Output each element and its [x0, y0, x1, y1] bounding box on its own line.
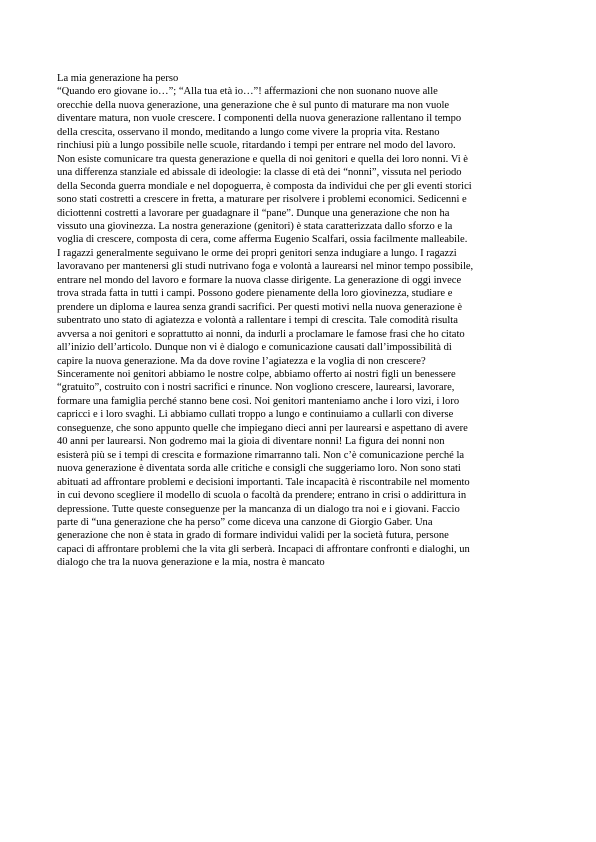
- body-text-line: voglia di crescere, composta di cera, come afferma Eugenio Scalfari, ossia facilmente malleabile.: [57, 234, 468, 246]
- body-text-line: abituati ad affrontare problemi e decisioni importanti. Tale incapacità è riscontrabile nel momento: [57, 476, 470, 488]
- body-text-line: della Seconda guerra mondiale e nel dopoguerra, è composta da individui che per gli eventi storici: [57, 180, 472, 192]
- body-text-line: rinchiusi più a lungo possibile nelle scuole, ritardando i tempi per entrare nel modo del lavoro.: [57, 140, 456, 152]
- body-text-line: subentrato uno stato di agiatezza e volontà a rallentare i tempi di crescita. Tale comodità risulta: [57, 315, 458, 327]
- body-text-line: capaci di affrontare problemi che la vita gli serberà. Incapaci di affrontare confronti e dialoghi, un: [57, 543, 470, 555]
- body-text-line: esisterà più se i tempi di crescita e formazione rimarranno tali. Non c’è comunicazione perché la: [57, 449, 465, 461]
- body-text-line: all’inizio dell’articolo. Dunque non vi è dialogo e comunicazione causati dall’impossibilità di: [57, 342, 452, 354]
- body-text-line: capire la nuova generazione. Ma da dove rovine l’agiatezza e la voglia di non crescere?: [57, 355, 426, 367]
- body-text-line: diventare matura, non vuole crescere. I componenti della nuova generazione rallentano il tempo: [57, 113, 462, 125]
- document-page: [57, 72, 533, 570]
- body-text-line: della crescita, osservano il mondo, meditando a lungo come vivere la propria vita. Restano: [57, 126, 440, 138]
- body-text-line: “gratuito”, costruito con i nostri sacrifici e rinunce. Non vogliono crescere, laurearsi, lavorare,: [57, 382, 455, 394]
- body-text-line: sono stati costretti a crescere in fretta, a maturare per risolvere i problemi economici. Sedicenni e: [57, 194, 467, 206]
- body-text-line: depressione. Tutte queste conseguenze per la mancanza di un dialogo tra noi e i giovani. Faccio: [57, 503, 460, 515]
- body-text-line: trova strada fatta in tutti i campi. Possono godere pienamente della loro giovinezza, studiare e: [57, 288, 453, 300]
- body-text-line: 40 anni per laurearsi. Non godremo mai la gioia di diventare nonni! La figura dei nonni non: [57, 436, 445, 448]
- body-text-line: conseguenze, che sono appunto quelle che impiegano dieci anni per laurearsi e aspettano di avere: [57, 422, 468, 434]
- body-text-line: I ragazzi generalmente seguivano le orme dei propri genitori senza indugiare a lungo. I ragazzi: [57, 247, 457, 259]
- body-text-line: Non esiste comunicare tra questa generazione e quella di noi genitori e quella dei loro nonni. Vi è: [57, 153, 468, 165]
- body-text-line: vissuto una giovinezza. La nostra generazione (genitori) è stata caratterizzata dallo sforzo e la: [57, 220, 453, 232]
- document-title: La mia generazione ha perso: [57, 73, 179, 84]
- body-text-line: formare una famiglia perché stanno bene così. Noi genitori manteniamo anche i loro vizi, i loro: [57, 395, 460, 407]
- body-text-line: lavoravano per mantenersi gli studi nutrivano foga e volontà a laurearsi nel minor tempo possibile,: [57, 261, 474, 273]
- body-text-line: Sinceramente noi genitori abbiamo le nostre colpe, abbiamo offerto ai nostri figli un benessere: [57, 368, 456, 380]
- body-text-line: una differenza stanziale ed abissale di ideologie: la classe di età dei “nonni”, vissuta nel periodo: [57, 167, 462, 179]
- body-text-line: prendere un diploma e laurea senza grandi sacrifici. Per questi motivi nella nuova generazione è: [57, 301, 463, 313]
- body-text-line: generazione che non è stata in grado di formare individui validi per la società futura, persone: [57, 530, 449, 542]
- document-body: [57, 85, 533, 569]
- body-text-line: entrare nel mondo del lavoro e formare la nuova classe dirigente. La generazione di oggi invece: [57, 274, 462, 286]
- body-text-line: parte di “una generazione che ha perso” come diceva una canzone di Giorgio Gaber. Una: [57, 516, 433, 528]
- body-text-line: orecchie della nuova generazione, una generazione che è sul punto di maturare ma non vuole: [57, 99, 450, 111]
- body-text-line: diciottenni costretti a lavorare per guadagnare il “pane”. Dunque una generazione che non ha: [57, 207, 450, 219]
- body-text-line: “Quando ero giovane io…”; “Alla tua età io…”! affermazioni che non suonano nuove alle: [57, 86, 438, 98]
- body-text-line: nuova generazione è diventata sorda alle critiche e consigli che suggeriamo loro. Non sono stati: [57, 463, 461, 475]
- body-text-line: avversa a noi genitori e soprattutto ai nonni, da indurli a proclamare le famose frasi che ho citato: [57, 328, 465, 340]
- body-text-line: in cui devono scegliere il modello di scuola o facoltà da prendere; entrano in crisi o addirittura in: [57, 490, 467, 502]
- body-text-line: dialogo che tra la nuova generazione e la mia, nostra è mancato: [57, 557, 325, 569]
- body-text-line: capricci e i loro svaghi. Li abbiamo cullati troppo a lungo e continuiamo a cullarli con diverse: [57, 409, 454, 421]
